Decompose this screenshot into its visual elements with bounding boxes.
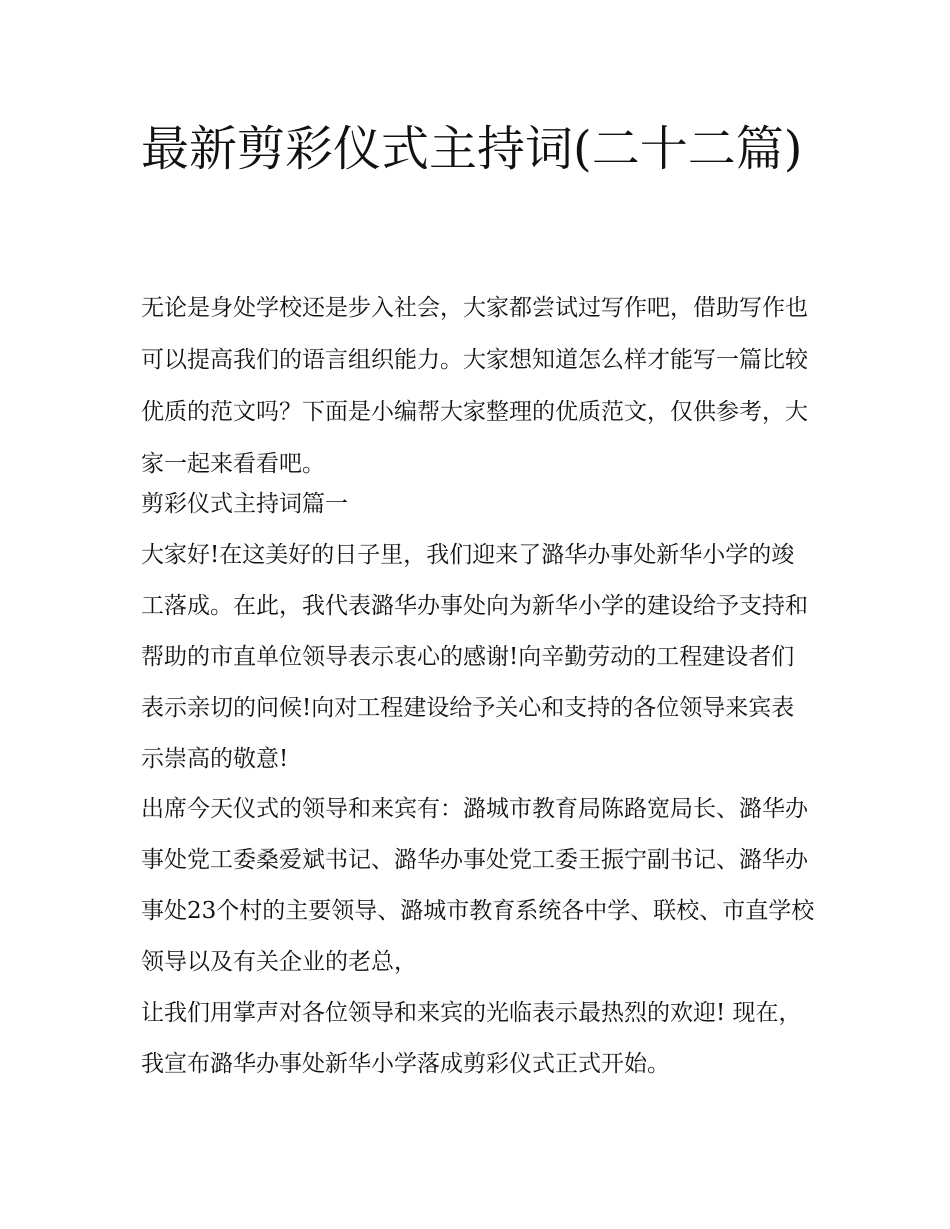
body-paragraph: 出席今天仪式的领导和来宾有：潞城市教育局陈路宽局长、潞华办事处党工委桑爱斌书记、潞华办事处党工委王振宁副书记、潞华办事处23个村的主要领导、潞城市教育系统各中学、联校、市直学校领导以及有关企业的老总， [141, 796, 815, 975]
section-heading: 剪彩仪式主持词篇一 [141, 491, 348, 517]
intro-paragraph: 无论是身处学校还是步入社会，大家都尝试过写作吧，借助写作也可以提高我们的语言组织能力。大家想知道怎么样才能写一篇比较优质的范文吗？下面是小编帮大家整理的优质范文，仅供参考，大家一起来看看吧。 [141, 295, 808, 477]
body-paragraph: 让我们用掌声对各位领导和来宾的光临表示最热烈的欢迎! 现在，我宣布潞华办事处新华小学落成剪彩仪式正式开始。 [141, 1000, 802, 1077]
document-title: 最新剪彩仪式主持词(二十二篇) [141, 121, 803, 177]
body-paragraph: 大家好!在这美好的日子里，我们迎来了潞华办事处新华小学的竣工落成。在此，我代表潞华办事处向为新华小学的建设给予支持和帮助的市直单位领导表示衷心的感谢!向辛勤劳动的工程建设者们表示亲切的问候!向对工程建设给予关心和支持的各位领导来宾表示崇高的敬意! [141, 542, 808, 772]
